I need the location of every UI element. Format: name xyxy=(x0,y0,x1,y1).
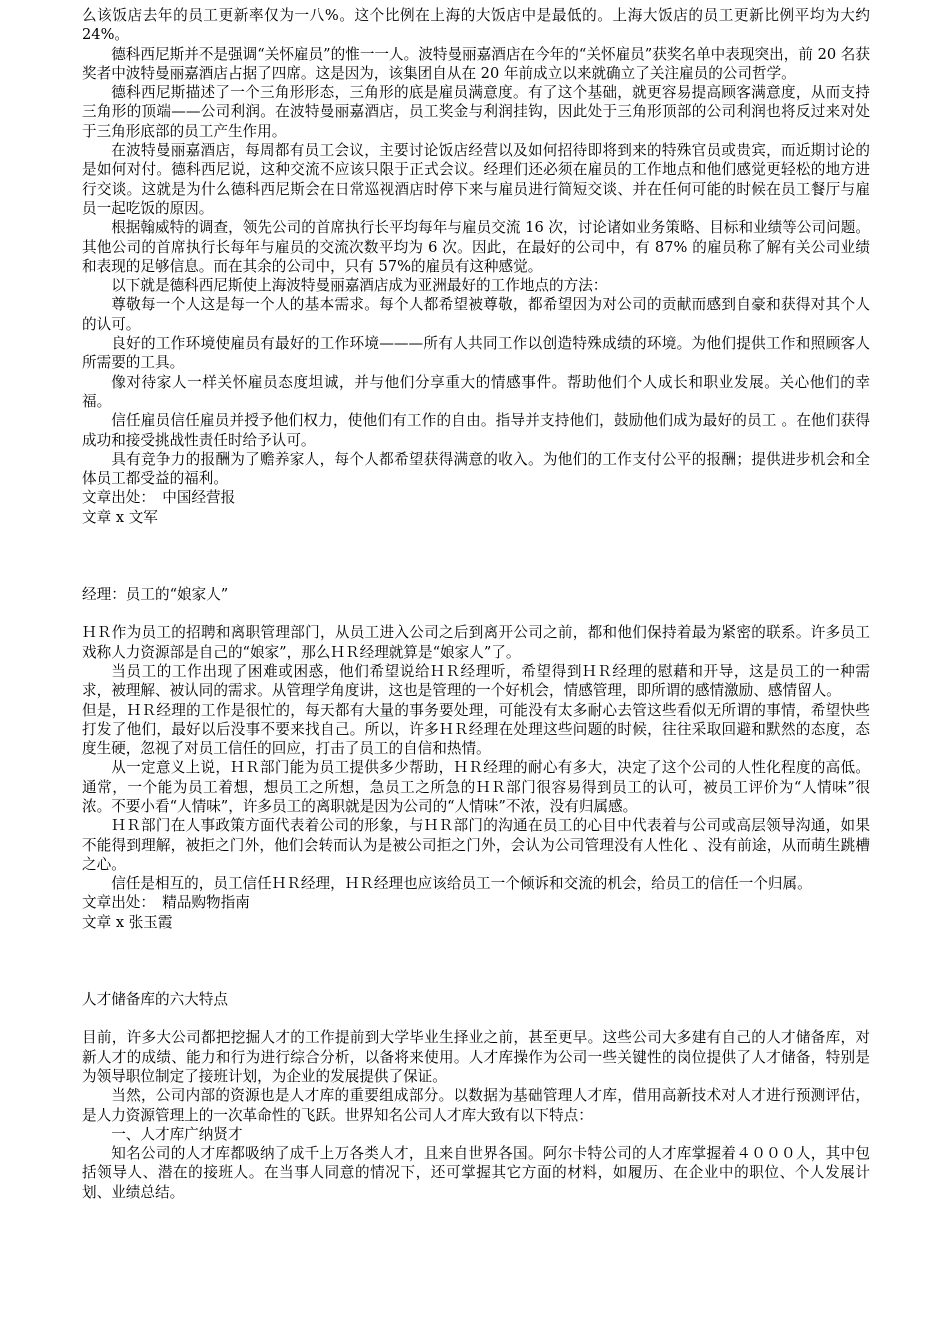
paragraph: 从一定意义上说，ＨＲ部门能为员工提供多少帮助，ＨＲ经理的耐心有多大，决定了这个公司的人性化程度的高低。通常，一个能为员工着想，想员工之所想，急员工之所急的ＨＲ部门很容易得到员工的认可，被员工评价为“人情味”很浓。不要小看“人情味”，许多员工的离职就是因为公司的“人情味”不浓，没有归属感。 xyxy=(82,759,870,815)
article-author: 文章 x 文军 xyxy=(82,508,158,526)
paragraph: 么该饭店去年的员工更新率仅为一八%。这个比例在上海的大饭店中是最低的。上海大饭店的员工更新比例平均为大约 24%。 xyxy=(82,7,870,44)
paragraph: 根据翰威特的调查，领先公司的首席执行长平均每年与雇员交流 16 次，讨论诸如业务策略、目标和业绩等公司问题。其他公司的首席执行长每年与雇员的交流次数平均为 6 次。因此，在最好的公司中，有 87% 的雇员称了解有关公司业绩和表现的足够信息。而在其余的公司中，只有 57%的雇员有这种感觉。 xyxy=(82,219,870,275)
paragraph: 具有竞争力的报酬为了赡养家人，每个人都希望获得满意的收入。为他们的工作支付公平的报酬；提供进步机会和全体员工都受益的福利。 xyxy=(82,450,870,488)
paragraph: 良好的工作环境使雇员有最好的工作环境———所有人共同工作以创造特殊成绩的环境。为他们提供工作和照顾客人所需要的工具。 xyxy=(82,335,870,372)
paragraph: 像对待家人一样关怀雇员态度坦诚，并与他们分享重大的情感事件。帮助他们个人成长和职业发展。关心他们的幸福。 xyxy=(82,373,870,410)
paragraph: 信任是相互的，员工信任ＨＲ经理，ＨＲ经理也应该给员工一个倾诉和交流的机会，给员工的信任一个归属。 xyxy=(111,875,812,893)
article-author: 文章 x 张玉霞 xyxy=(82,913,173,931)
paragraph: 但是，ＨＲ经理的工作是很忙的，每天都有大量的事务要处理，可能没有太多耐心去管这些看似无所谓的事情，希望快些打发了他们，最好以后没事不要来找自己。所以，许多ＨＲ经理在处理这些问题的时候，往往采取回避和默然的态度，态度生硬，忽视了对员工信任的回应，打击了员工的自信和热情。 xyxy=(82,701,870,758)
paragraph: 德科西尼斯并不是强调“关怀雇员”的惟一一人。波特曼丽嘉酒店在今年的“关怀雇员”获奖名单中表现突出，前 20 名获奖者中波特曼丽嘉酒店占据了四席。这是因为，该集团自从在 20 年前成立以来就确立了关注雇员的公司哲学。 xyxy=(82,45,870,82)
spacer xyxy=(82,1009,870,1028)
paragraph: 目前，许多大公司都把挖掘人才的工作提前到大学毕业生择业之前，甚至更早。这些公司大多建有自己的人才储备库，对新人才的成绩、能力和行为进行综合分析，以备将来使用。人才库操作为公司一些关键性的岗位提供了人才储备，特别是为领导职位制定了接班计划，为企业的发展提供了保证。 xyxy=(82,1029,870,1085)
paragraph: 尊敬每一个人这是每一个人的基本需求。每个人都希望被尊敬，都希望因为对公司的贡献而感到自豪和获得对其个人的认可。 xyxy=(82,296,870,333)
section-talent-pool xyxy=(82,990,870,1202)
paragraph: 以下就是德科西尼斯使上海波特曼丽嘉酒店成为亚洲最好的工作地点的方法： xyxy=(111,277,608,295)
paragraph: ＨＲ部门在人事政策方面代表着公司的形象，与ＨＲ部门的沟通在员工的心目中代表着与公司或高层领导沟通，如果不能得到理解，被拒之门外，他们会转而认为是被公司拒之门外，会认为公司管理没有人性化 、没有前途，从而萌生跳槽之心。 xyxy=(82,817,870,873)
section-portman-ritz-carlton xyxy=(82,6,870,527)
paragraph: 信任雇员信任雇员并授予他们权力，使他们有工作的自由。指导并支持他们，鼓励他们成为最好的员工 。在他们获得成功和接受挑战性责任时给予认可。 xyxy=(82,412,870,449)
section-hr-manager xyxy=(82,585,870,932)
spacer xyxy=(82,604,870,623)
paragraph: ＨＲ作为员工的招聘和离职管理部门，从员工进入公司之后到离开公司之前，都和他们保持着最为紧密的联系。许多员工戏称人力资源部是自己的“娘家”，那么ＨＲ经理就算是“娘家人”了。 xyxy=(82,624,870,661)
article-title: 经理：员工的“娘家人” xyxy=(82,586,229,604)
article-source: 文章出处： 精品购物指南 xyxy=(82,894,250,912)
paragraph: 德科西尼斯描述了一个三角形形态，三角形的底是雇员满意度。有了这个基础，就更容易提高顾客满意度，从而支持三角形的顶端——公司利润。在波特曼丽嘉酒店，员工奖金与利润挂钩，因此处于三角形顶部的公司利润也将反过来对处于三角形底部的员工产生作用。 xyxy=(82,84,870,140)
spacer xyxy=(82,932,870,990)
paragraph: 当员工的工作出现了困难或困惑，他们希望说给ＨＲ经理听，希望得到ＨＲ经理的慰藉和开导，这是员工的一种需求，被理解、被认同的需求。从管理学角度讲，这也是管理的一个好机会，情感管理，即所谓的感情激励、感情留人。 xyxy=(82,662,870,700)
subheading: 一、人才库广纳贤才 xyxy=(111,1125,243,1143)
article-source: 文章出处： 中国经营报 xyxy=(82,489,236,507)
paragraph: 在波特曼丽嘉酒店，每周都有员工会议，主要讨论饭店经营以及如何招待即将到来的特殊官员或贵宾，而近期讨论的是如何对付。德科西尼说，这种交流不应该只限于正式会议。经理们还必须在雇员的工作地点和他们感觉更轻松的地方进行交谈。这就是为什么德科西尼斯会在日常巡视酒店时停下来与雇员进行简短交谈、并在任何可能的时候在员工餐厅与雇员一起吃饭的原因。 xyxy=(82,142,870,217)
article-title: 人才储备库的六大特点 xyxy=(82,991,228,1009)
paragraph: 知名公司的人才库都吸纳了成千上万各类人才，且来自世界各国。阿尔卡特公司的人才库掌握着４０００人，其中包括领导人、潜在的接班人。在当事人同意的情况下，还可掌握其它方面的材料，如履历、在企业中的职位、个人发展计划、业绩总结。 xyxy=(82,1145,870,1201)
paragraph: 当然，公司内部的资源也是人才库的重要组成部分。以数据为基础管理人才库，借用高新技术对人才进行预测评估，是人力资源管理上的一次革命性的飞跃。世界知名公司人才库大致有以下特点： xyxy=(82,1087,870,1124)
document-page xyxy=(82,6,870,1202)
spacer xyxy=(82,527,870,585)
